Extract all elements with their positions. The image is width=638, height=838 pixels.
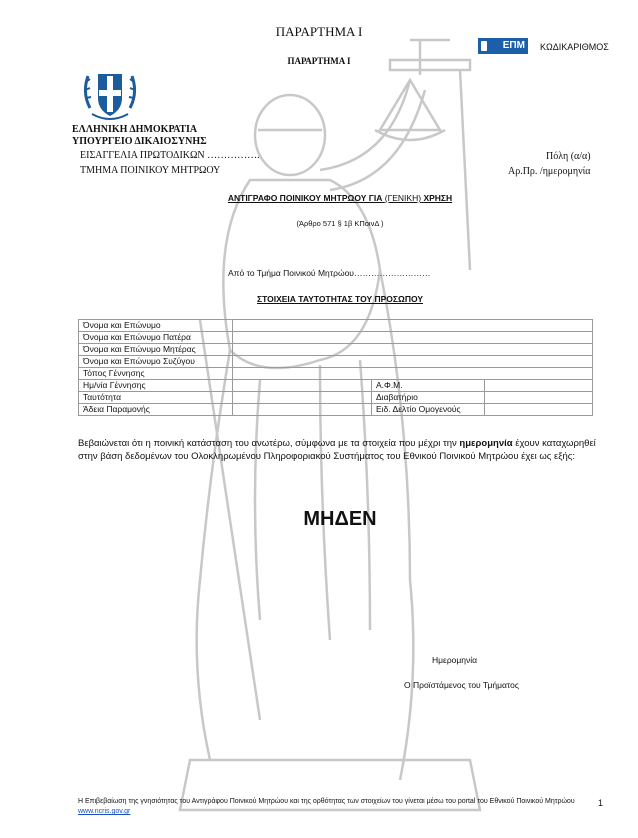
footer-text: Η Επιβεβαίωση της γνησιότητας του Αντιγράφου Ποινικού Μητρώου και της ορθότητας των στοιχείων του γίνεται μέσω του portal του Εθνικού Ποινικού Μητρώου [78, 798, 575, 805]
row-value[interactable] [485, 404, 593, 416]
table-row [79, 320, 593, 332]
identity-table [78, 319, 593, 416]
table-row [79, 380, 593, 392]
issuer-protocol: Αρ.Πρ. /ημερομηνία [508, 166, 591, 177]
issuer-state: ΕΛΛΗΝΙΚΗ ΔΗΜΟΚΡΑΤΙΑ [72, 124, 198, 135]
code-label: ΚΩΔΙΚΑΡΙΘΜΟΣ [540, 42, 609, 52]
footer-note [78, 797, 578, 817]
table-row [79, 332, 593, 344]
title-type: (ΓΕΝΙΚΗ) [384, 193, 422, 203]
issuer-ministry: ΥΠΟΥΡΓΕΙΟ ΔΙΚΑΙΟΣΥΝΗΣ [72, 136, 207, 147]
annex-title: ΠΑΡΑΡΤΗΜΑ Ι [275, 24, 363, 39]
row-label: Άδεια Παραμονής [79, 404, 233, 416]
record-result: ΜΗΔΕΝ [303, 508, 377, 530]
epm-logo [478, 38, 528, 54]
row-label: Ειδ. Δελτίο Ομογενούς [372, 404, 485, 416]
row-value[interactable] [233, 344, 593, 356]
from-department: Από το Τμήμα Ποινικού Μητρώου……………………… [228, 268, 431, 278]
statement-text [78, 437, 598, 463]
row-value[interactable] [233, 356, 593, 368]
title-end: ΧΡΗΣΗ [423, 193, 453, 203]
identity-heading: ΣΤΟΙΧΕΙΑ ΤΑΥΤΟΤΗΤΑΣ ΤΟΥ ΠΡΟΣΩΠΟΥ [256, 294, 423, 304]
annex-subtitle: ΠΑΡΑΡΤΗΜΑ Ι [287, 56, 351, 66]
row-label: Όνομα και Επώνυμο Πατέρα [79, 332, 233, 344]
statement-date-word: ημερομηνία [459, 438, 513, 449]
signature-head-label: Ο Προϊστάμενος του Τμήματος [404, 680, 519, 690]
page-number: 1 [598, 798, 604, 808]
logo-text: ΕΠΜ [502, 40, 525, 51]
row-value[interactable] [233, 332, 593, 344]
row-value[interactable] [233, 380, 372, 392]
footer-link[interactable]: www.ncris.gov.gr [78, 808, 131, 815]
title-main: ΑΝΤΙΓΡΑΦΟ ΠΟΙΝΙΚΟΥ ΜΗΤΡΩΟΥ ΓΙΑ [227, 193, 383, 203]
row-value[interactable] [233, 368, 593, 380]
row-value[interactable] [485, 380, 593, 392]
row-label: Ημ/νία Γέννησης [79, 380, 233, 392]
row-label: Όνομα και Επώνυμο Συζύγου [79, 356, 233, 368]
table-row [79, 356, 593, 368]
article-reference: (Άρθρο 571 § 1β ΚΠοινΔ ) [296, 219, 384, 228]
statement-part1: Βεβαιώνεται ότι η ποινική κατάσταση του ανωτέρω, σύμφωνα με τα στοιχεία που μέχρι την [78, 438, 457, 449]
row-label: Α.Φ.Μ. [372, 380, 485, 392]
justice-statue-watermark [170, 20, 513, 820]
row-label: Όνομα και Επώνυμο [79, 320, 233, 332]
row-label: Διαβατήριο [372, 392, 485, 404]
issuer-department: ΤΜΗΜΑ ΠΟΙΝΙΚΟΥ ΜΗΤΡΩΟΥ [80, 165, 221, 176]
statement-part2: έχουν καταχωρηθεί στην βάση δεδομένων του Ολοκληρωμένου Πληροφοριακού Συστήματος του Εθνικού Ποινικού Μητρώου έχει ως εξής: [78, 438, 596, 462]
table-row [79, 344, 593, 356]
issuer-city: Πόλη (α/α) [546, 151, 591, 162]
greek-coat-of-arms-icon [80, 68, 140, 124]
document-title [0, 193, 638, 203]
issuer-prosecutor: ΕΙΣΑΓΓΕΛΙΑ ΠΡΩΤΟΔΙΚΩΝ ……………. [80, 150, 260, 161]
row-value[interactable] [233, 392, 372, 404]
logo-mark-icon [481, 41, 487, 51]
signature-date-label: Ημερομηνία [432, 655, 478, 665]
row-value[interactable] [233, 404, 372, 416]
row-label: Ταυτότητα [79, 392, 233, 404]
table-row [79, 404, 593, 416]
row-value[interactable] [233, 320, 593, 332]
row-value[interactable] [485, 392, 593, 404]
row-label: Όνομα και Επώνυμο Μητέρας [79, 344, 233, 356]
row-label: Τόπος Γέννησης [79, 368, 233, 380]
table-row [79, 392, 593, 404]
table-row [79, 368, 593, 380]
